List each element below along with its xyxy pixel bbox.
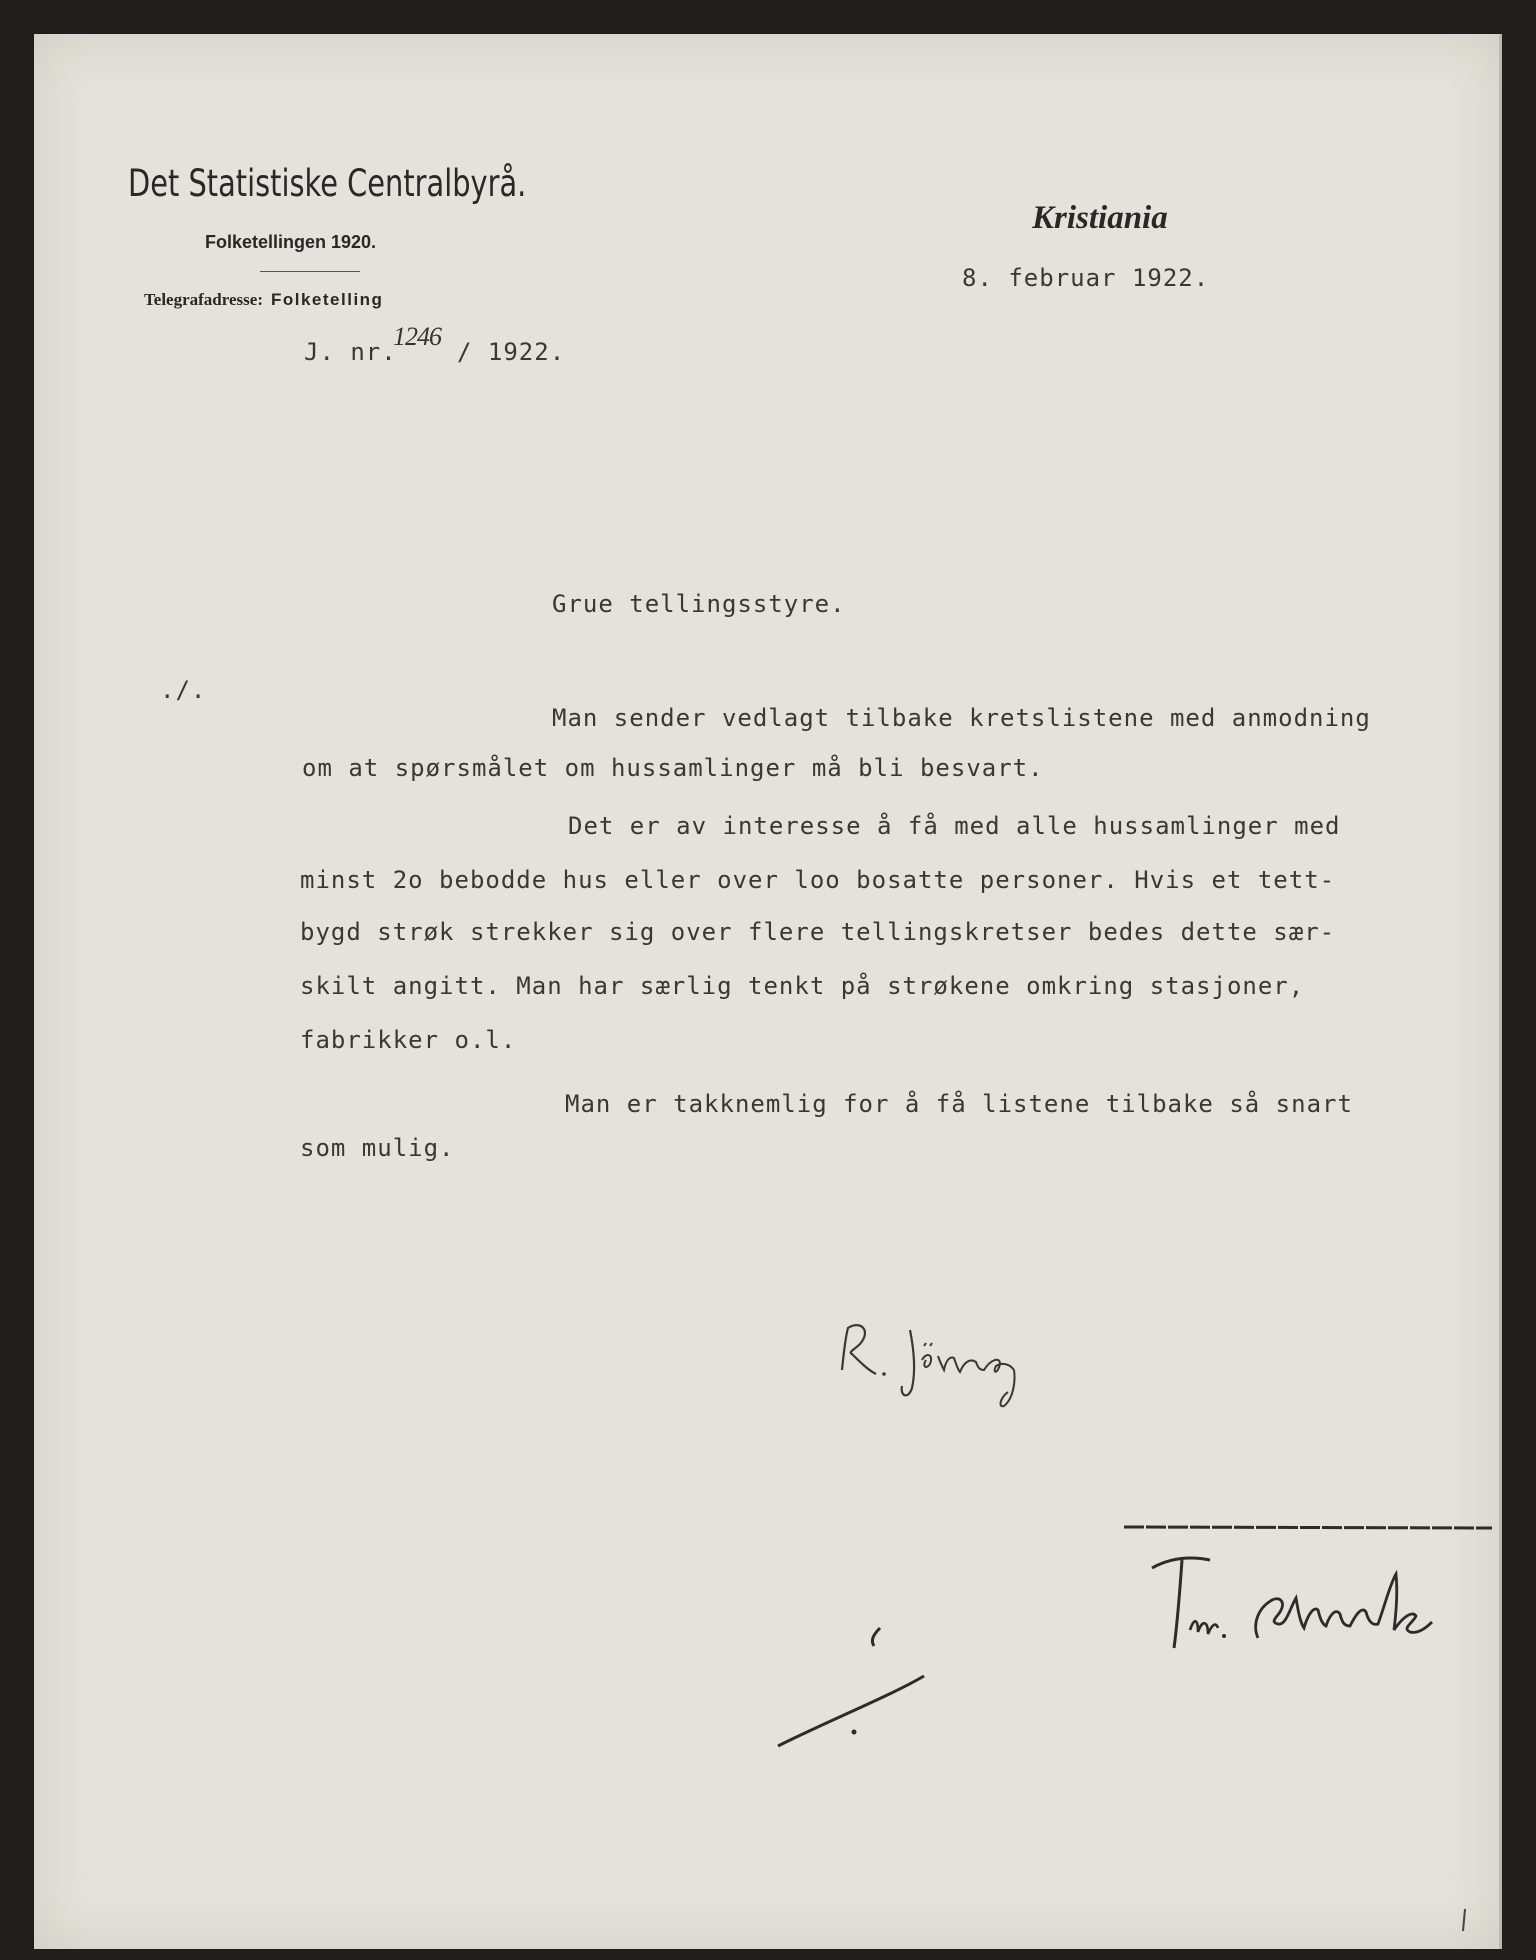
- journal-year: / 1922.: [457, 338, 566, 366]
- body-line-9: som mulig.: [300, 1134, 455, 1162]
- journal-number-handwritten: 1246: [393, 322, 441, 351]
- journal-prefix: J. nr.: [304, 338, 397, 366]
- telegraph-label: Telegrafadresse:: [144, 290, 263, 309]
- telegraph-value: Folketelling: [270, 290, 384, 309]
- body-line-1: Man sender vedlagt tilbake kretslistene med anmodning: [552, 704, 1371, 732]
- letterhead-census: Folketellingen 1920.: [205, 232, 377, 252]
- body-line-5: bygd strøk strekker sig over flere tellingskretser bedes dette sær-: [300, 918, 1336, 946]
- enclosure-mark: ./.: [160, 676, 207, 704]
- body-line-3: Det er av interesse å få med alle hussamlinger med: [568, 812, 1341, 840]
- body-line-8: Man er takknemlig for å få listene tilbake så snart: [565, 1090, 1353, 1118]
- pen-mark: [770, 1620, 940, 1750]
- place-name: Kristiania: [1032, 200, 1168, 236]
- signature-director: [1140, 1538, 1440, 1668]
- recipient: Grue tellingsstyre.: [552, 590, 846, 618]
- body-line-2: om at spørsmålet om hussamlinger må bli besvart.: [302, 754, 1044, 782]
- body-line-7: fabrikker o.l.: [300, 1026, 517, 1054]
- signature-jonsberg: [830, 1300, 1050, 1420]
- letterhead-telegraph: [144, 290, 383, 310]
- body-line-4: minst 2o bebodde hus eller over loo bosatte personer. Hvis et tett-: [300, 866, 1336, 894]
- body-line-6: skilt angitt. Man har særlig tenkt på strøkene omkring stasjoner,: [300, 972, 1305, 1000]
- corner-mark: [1455, 1905, 1475, 1935]
- letter-date: 8. februar 1922.: [962, 264, 1210, 292]
- signature-line: [1120, 1522, 1496, 1532]
- letterhead-divider: [260, 271, 360, 272]
- letterhead-organization: Det Statistiske Centralbyrå.: [128, 162, 527, 205]
